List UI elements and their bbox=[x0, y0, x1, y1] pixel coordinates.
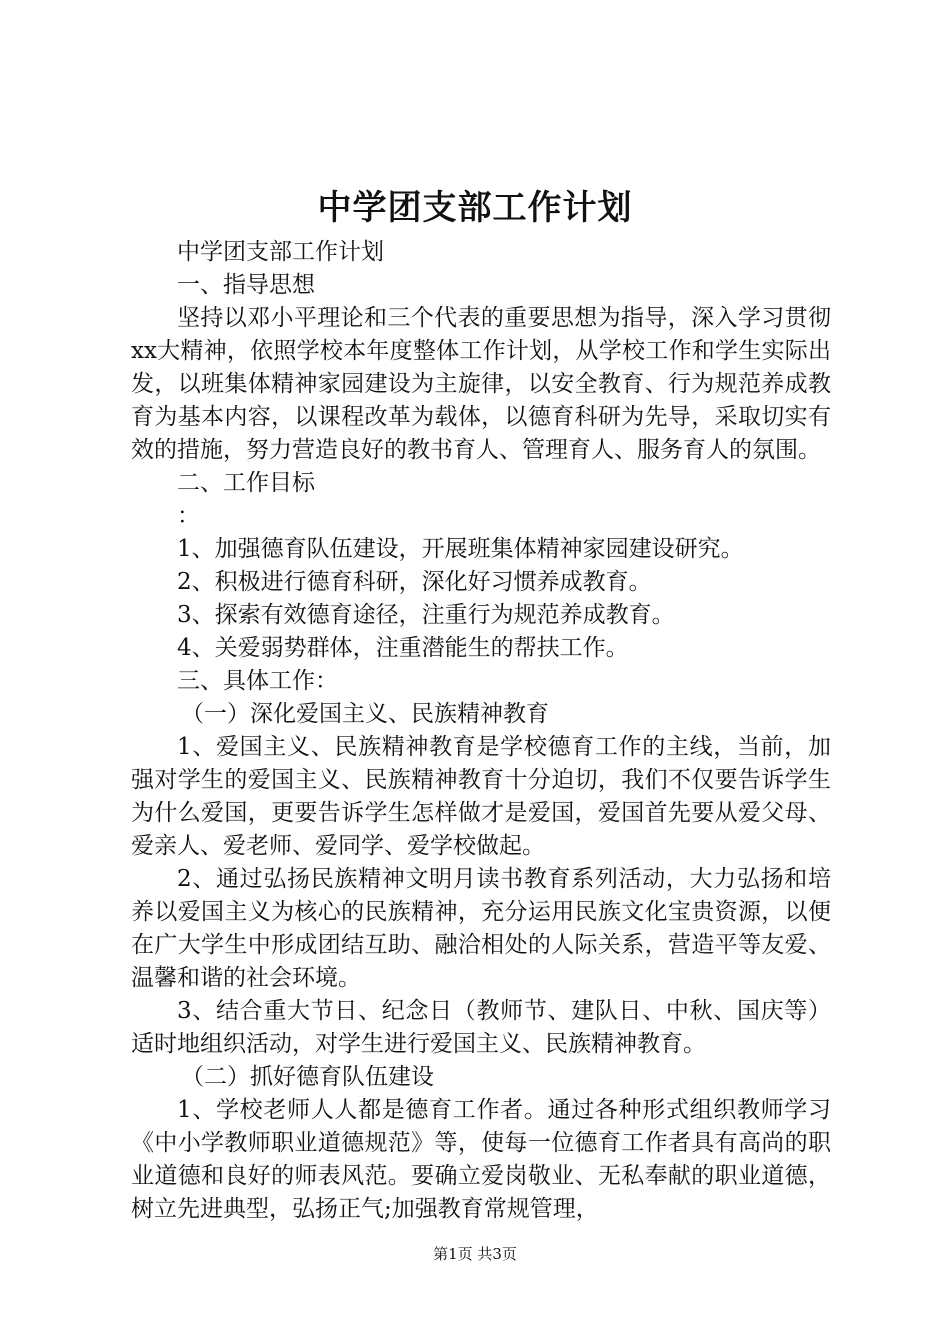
subsection-heading: （一）深化爱国主义、民族精神教育 bbox=[181, 701, 549, 727]
list-item: 2、积极进行德育科研，深化好习惯养成教育。 bbox=[177, 569, 652, 595]
list-item: 3、探索有效德育途径，注重行为规范养成教育。 bbox=[177, 602, 675, 628]
paragraph: 中学团支部工作计划 bbox=[177, 239, 384, 265]
paragraph: 1、爱国主义、民族精神教育是学校德育工作的主线，当前，加强对学生的爱国主义、民族精神教育十分迫切，我们不仅要告诉学生为什么爱国，更要告诉学生怎样做才是爱国，爱国首先要从爱父母、爱亲人、爱老师、爱同学、爱学校做起。 bbox=[131, 734, 831, 859]
section-heading: 一、指导思想 bbox=[177, 272, 315, 298]
paragraph: 3、结合重大节日、纪念日（教师节、建队日、中秋、国庆等）适时地组织活动，对学生进行爱国主义、民族精神教育。 bbox=[131, 998, 831, 1057]
list-item: 4、关爱弱势群体，注重潜能生的帮扶工作。 bbox=[177, 635, 629, 661]
subsection-heading: （二）抓好德育队伍建设 bbox=[181, 1064, 434, 1090]
section-heading: 二、工作目标 bbox=[177, 470, 315, 496]
paragraph: ： bbox=[177, 503, 200, 529]
list-item: 1、加强德育队伍建设，开展班集体精神家园建设研究。 bbox=[177, 536, 744, 562]
paragraph: 1、学校老师人人都是德育工作者。通过各种形式组织教师学习《中小学教师职业道德规范》等，使每一位德育工作者具有高尚的职业道德和良好的师表风范。要确立爱岗敬业、无私奉献的职业道德，树立先进典型，弘扬正气;加强教育常规管理， bbox=[131, 1097, 831, 1222]
paragraph: 2、通过弘扬民族精神文明月读书教育系列活动，大力弘扬和培养以爱国主义为核心的民族精神，充分运用民族文化宝贵资源，以便在广大学生中形成团结互助、融洽相处的人际关系，营造平等友爱、温馨和谐的社会环境。 bbox=[131, 866, 831, 991]
document-title: 中学团支部工作计划 bbox=[317, 188, 633, 228]
document-body bbox=[131, 236, 831, 1226]
page-footer: 第1页 共3页 bbox=[433, 1245, 517, 1263]
paragraph: 坚持以邓小平理论和三个代表的重要思想为指导，深入学习贯彻xx大精神，依照学校本年度整体工作计划，从学校工作和学生实际出发，以班集体精神家园建设为主旋律，以安全教育、行为规范养成教育为基本内容，以课程改革为载体，以德育科研为先导，采取切实有效的措施，努力营造良好的教书育人、管理育人、服务育人的氛围。 bbox=[131, 305, 831, 463]
section-heading: 三、具体工作： bbox=[177, 668, 338, 694]
